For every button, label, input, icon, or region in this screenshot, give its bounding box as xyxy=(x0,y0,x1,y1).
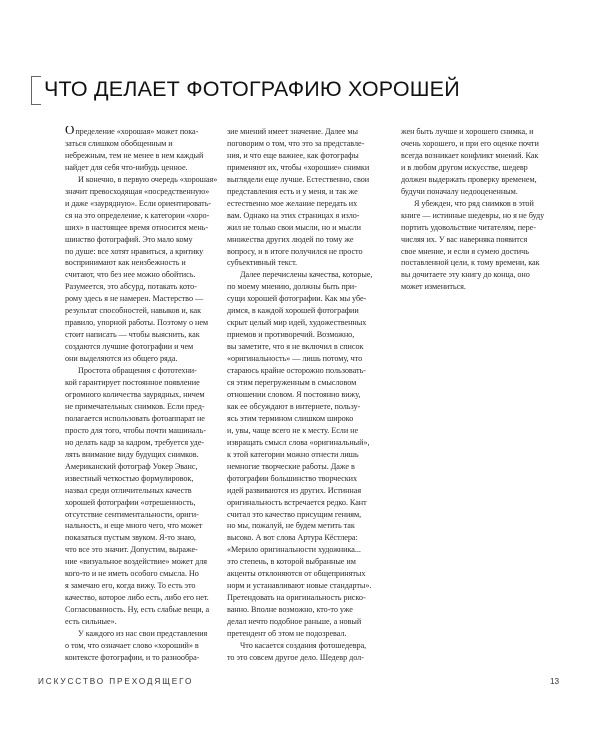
text-line: ние «визуальное воздействие» может для xyxy=(65,557,208,567)
text-line: кого-то и не иметь особого смысла. Но xyxy=(65,569,199,579)
text-line: ся на это определение, к категории «хоро- xyxy=(65,210,210,220)
text-line: и, увы, чаще всего не к месту. Если не xyxy=(227,425,359,435)
text-line: показаться пустым звуком. Я-то знаю, xyxy=(65,533,196,543)
text-line: о том, что означает слово «хороший» в xyxy=(65,640,199,650)
running-footer-book-title: ИСКУССТВО ПРЕХОДЯЩЕГО xyxy=(38,677,194,686)
text-line: Простота обращения с фототехни- xyxy=(78,366,197,376)
text-line: может измениться. xyxy=(401,282,466,292)
text-line: зие мнений имеет значение. Далее мы xyxy=(227,127,358,136)
text-line: субъективный текст. xyxy=(227,258,298,268)
text-line: есть сильные». xyxy=(65,617,117,627)
title-bracket-ornament xyxy=(31,76,41,105)
text-line: ших» в настоящее время относится мень- xyxy=(65,222,209,232)
text-line: не примечательных снимков. Если пред- xyxy=(65,401,205,411)
text-line: выглядели еще лучше. Естественно, свои xyxy=(227,174,370,184)
text-line: шинство фотографий. Это мало кому xyxy=(65,234,193,244)
text-line: стоит написать — чтобы выяснить, как xyxy=(65,330,200,340)
text-line: но делать кадр за кадром, требуется уде- xyxy=(65,437,204,447)
text-line: высоко. А вот слова Артура Кёстлера: xyxy=(227,533,358,543)
text-line: по моему мнению, должны быть при- xyxy=(227,282,357,292)
text-line: значит превосходящая «посредственную» xyxy=(65,186,210,196)
text-line: и даже «заурядную». Если ориентировать- xyxy=(65,198,212,208)
text-line: И конечно, в первую очередь «хорошая» xyxy=(78,174,218,184)
text-line: естественно мое желание передать их xyxy=(227,198,358,208)
text-line: Что касается создания фотошедевра, xyxy=(240,640,367,650)
text-line: фотографии большинство творческих xyxy=(227,473,358,483)
text-line: и в любом другом искусстве, шедевр xyxy=(401,162,528,172)
text-line: Далее перечислены качества, которые, xyxy=(240,270,373,280)
text-line: вопросу, и в итоге получился не просто xyxy=(227,246,363,256)
text-line: Американский фотограф Уокер Эванс, xyxy=(65,461,198,471)
text-line: воспринимают как неизбежность и xyxy=(65,258,186,268)
text-line: приемов и противоречий. Возможно, xyxy=(227,330,355,340)
text-line: вы дочитаете эту книгу до конца, оно xyxy=(401,270,530,280)
text-line: нальность, и еще много чего, что может xyxy=(65,521,203,531)
text-line: вы заметите, что я не включил в список xyxy=(227,342,364,352)
text-column-3 xyxy=(401,126,563,293)
text-line: Претендовать на оригинальность риско- xyxy=(227,593,366,603)
text-line: что все это значит. Допустим, выраже- xyxy=(65,545,198,555)
text-line: димся, в каждой хорошей фотографии xyxy=(227,306,359,316)
text-line: это степень, в которой выбранные им xyxy=(227,557,356,567)
text-line: числяя их. У вас наверняка появится xyxy=(401,234,528,244)
text-line: сущи хорошей фотографии. Как мы убе- xyxy=(227,294,367,304)
text-line: назвал среди отличительных качеств xyxy=(65,485,192,495)
text-line: портить удовольствие читателям, пере- xyxy=(401,222,536,232)
text-line: найдет для себя что-нибудь ценное. xyxy=(65,162,188,172)
text-line: множества других людей по тому же xyxy=(227,234,354,244)
text-line: применяют их, чтобы «хорошие» снимки xyxy=(227,162,370,172)
text-line: представления есть и у меня, и так же xyxy=(227,186,358,196)
text-column-1 xyxy=(65,126,218,664)
text-line: немногие творческие работы. Даже в xyxy=(227,461,355,471)
text-line: считают, что без нее можно обойтись. xyxy=(65,270,196,280)
text-line: «оригинальность» — лишь потому, что xyxy=(227,354,363,364)
text-line: огромного количества заурядных, ничем xyxy=(65,389,205,399)
text-line: считал это качество присущим гениям, xyxy=(227,509,362,519)
text-line: я замечаю его, когда вижу. То есть это xyxy=(65,581,196,591)
text-line: отсутствие сентиментальности, ориги- xyxy=(65,509,199,519)
text-line: отношении словом. Я постоянно вижу, xyxy=(227,389,361,399)
text-line: то это совсем другое дело. Шедевр дол- xyxy=(227,652,364,662)
text-line: жил не только свои мысли, но и мысли xyxy=(227,222,361,232)
text-line: они выделяются из общего ряда. xyxy=(65,354,178,364)
text-line: скрыт целый мир идей, художественных xyxy=(227,318,367,328)
text-line: просто для того, чтобы почти машиналь- xyxy=(65,425,206,435)
text-line: хорошей фотографии «отрешенность, xyxy=(65,497,196,507)
text-line: правило, упорной работы. Поэтому о нем xyxy=(65,318,209,328)
text-line: будучи поначалу недооцененным. xyxy=(401,186,518,196)
text-line: всегда возникает конфликт мнений. Как xyxy=(401,150,539,160)
text-line: качество, которое либо есть, либо его нет. xyxy=(65,593,209,603)
text-line: Я убежден, что ряд снимков в этой xyxy=(414,198,534,208)
drop-cap-letter: О xyxy=(65,126,75,137)
text-line: жен быть лучше и хорошего снимка, и xyxy=(401,127,534,136)
text-line: небрежным, тем не менее в нем каждый xyxy=(65,150,204,160)
text-line: книге — истинные шедевры, но я не буду xyxy=(401,210,545,220)
text-line: стараюсь крайне осторожно пользовать- xyxy=(227,366,366,376)
text-line: ясь этим термином слишком широко xyxy=(227,413,354,423)
text-line: контексте фотографии, и то разнообра- xyxy=(65,652,200,662)
text-line: ся этим перегруженным в смысловом xyxy=(227,378,357,388)
text-line: но мы, пожалуй, не будем метить так xyxy=(227,521,355,531)
text-line: претендент об этом не подозревал. xyxy=(227,629,347,639)
text-line: Определение «хорошая» может пока- xyxy=(65,126,218,138)
text-line: ванно. Вполне возможно, кто-то уже xyxy=(227,605,353,615)
page-title: ЧТО ДЕЛАЕТ ФОТОГРАФИЮ ХОРОШЕЙ xyxy=(44,77,460,101)
text-line: лять внимание виду будущих снимков. xyxy=(65,449,199,459)
text-line: по душе: все хотят нравиться, а критику xyxy=(65,246,204,256)
text-line: идей развиваются из других. Истинная xyxy=(227,485,362,495)
text-line: свое мнение, и если я сумею достичь xyxy=(401,246,529,256)
text-line: ния, и что еще важнее, как фотографы xyxy=(227,150,359,160)
text-line: вам. Однако на этих страницах я изло- xyxy=(227,210,360,220)
text-line: кой гарантирует постоянное появление xyxy=(65,378,200,388)
text-column-2 xyxy=(227,126,382,664)
text-line: акценты отклоняются от общепринятых xyxy=(227,569,366,579)
text-line: поговорим о том, что это за представле- xyxy=(227,138,365,148)
text-line: заться слишком обобщенным и xyxy=(65,138,173,148)
text-line: норм и устанавливают новые стандарты». xyxy=(227,581,372,591)
text-line: Согласованность. Ну, есть слабые вещи, а xyxy=(65,605,210,615)
text-line: результат способностей, навыков и, как xyxy=(65,306,202,316)
text-line: к этой категории можно отнести лишь xyxy=(227,449,359,459)
text-line: должен выдержать проверку временем, xyxy=(401,174,537,184)
text-line: У каждого из нас свои представления xyxy=(78,629,208,639)
text-line: рому здесь я не намерен. Мастерство — xyxy=(65,294,204,304)
text-line: «Мерило оригинальности художника... xyxy=(227,545,361,555)
text-line: делал нечто подобное раньше, а новый xyxy=(227,617,362,627)
text-line: известный четкостью формулировок, xyxy=(65,473,194,483)
text-line: извращать смысл слова «оригинальный», xyxy=(227,437,370,447)
text-line: Разумеется, это абсурд, потакать кото- xyxy=(65,282,197,292)
text-line: оригинальность встречается редко. Кант xyxy=(227,497,367,507)
text-line: создаются лучшие фотографии и чем xyxy=(65,342,194,352)
text-line: полагается использовать фотоаппарат не xyxy=(65,413,205,423)
page-number: 13 xyxy=(550,677,560,686)
text-line: как ее обсуждают в интернете, пользу- xyxy=(227,401,361,411)
text-line: поставленной цели, к тому времени, как xyxy=(401,258,540,268)
text-line: очень хорошего, и при его оценке почти xyxy=(401,138,539,148)
